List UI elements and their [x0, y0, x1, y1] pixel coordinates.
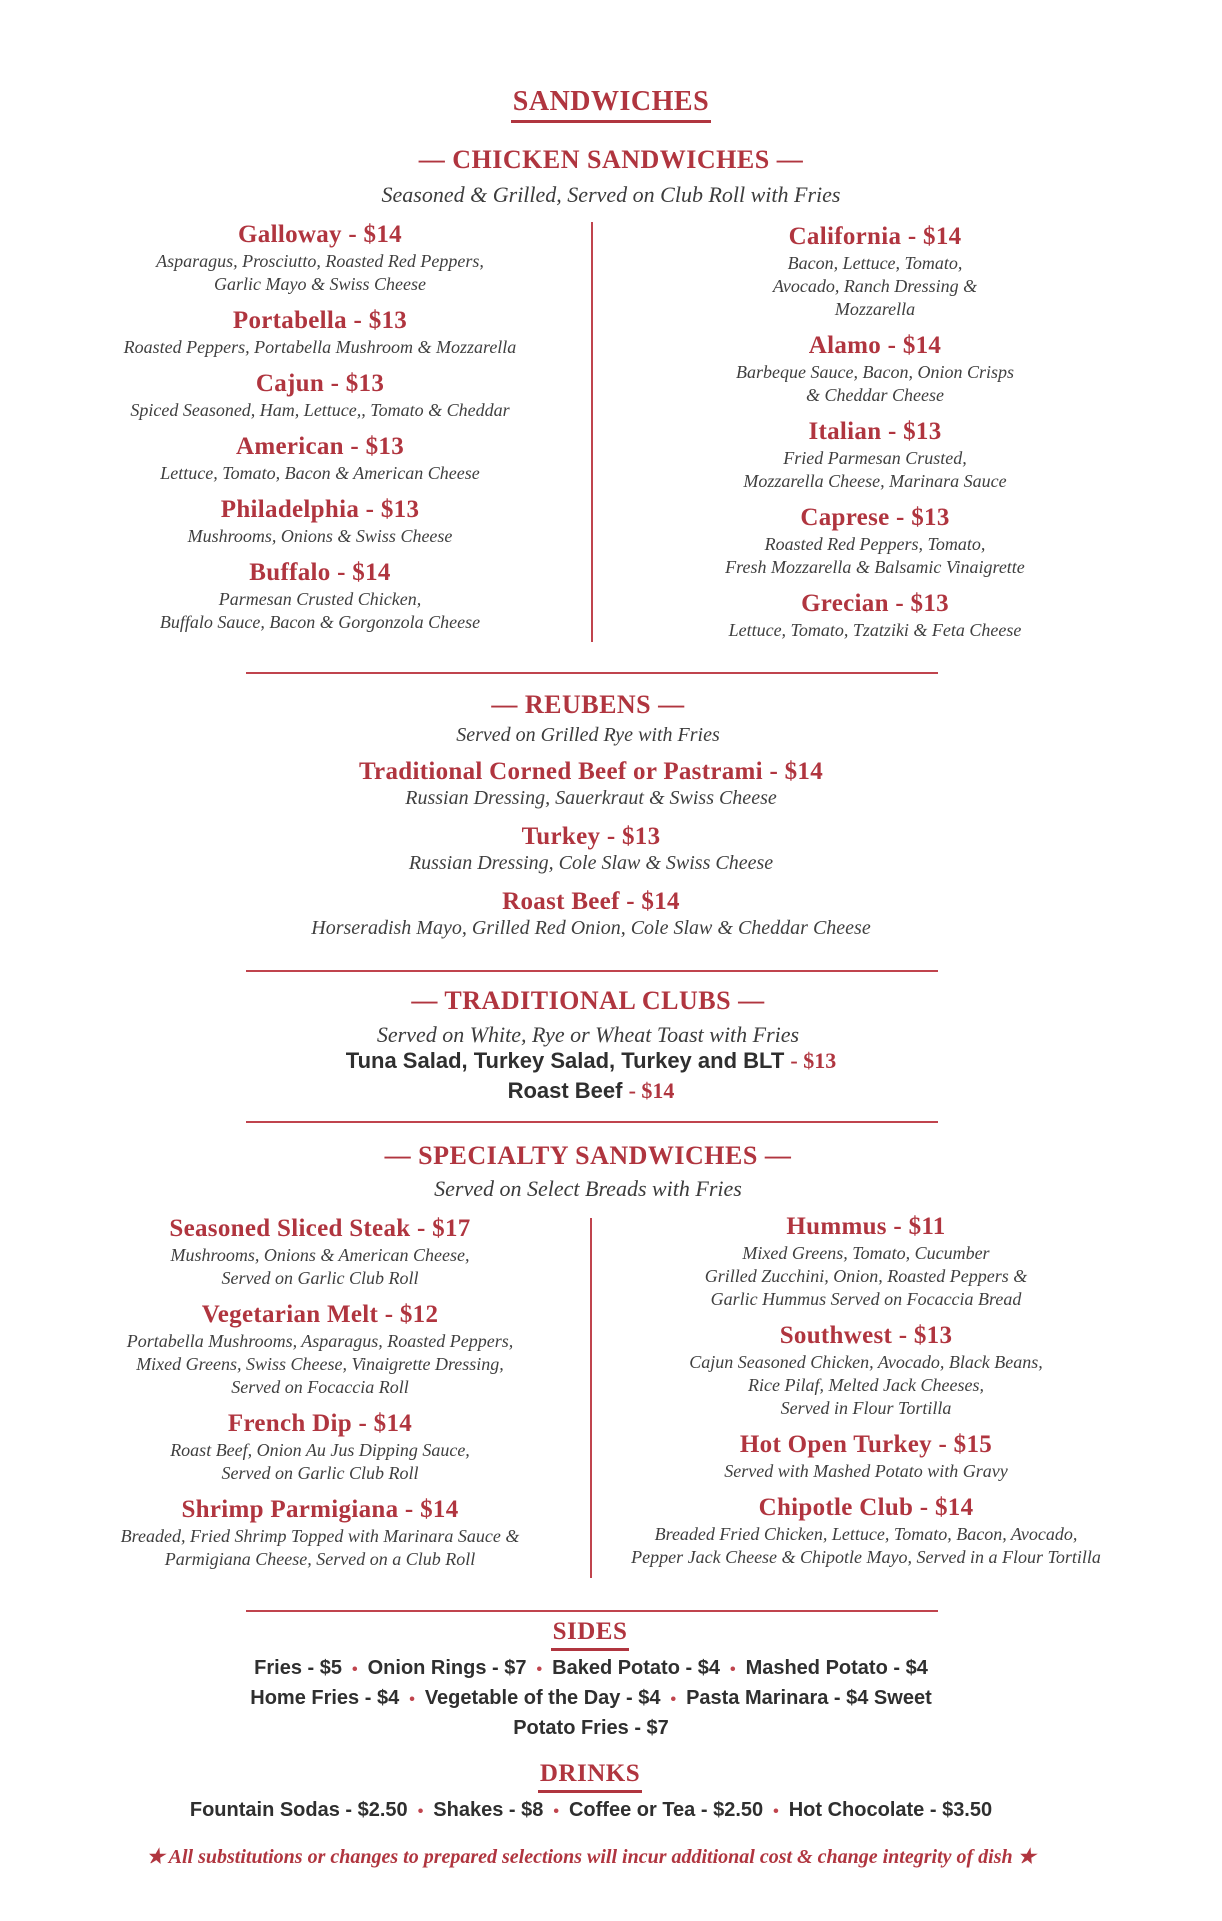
chicken-right-column — [630, 222, 1120, 652]
menu-item — [630, 503, 1120, 579]
menu-item-description: Served on Garlic Club Roll — [221, 1463, 419, 1483]
sides-line-2 — [0, 1684, 1182, 1714]
separator-dot-icon: • — [417, 1803, 424, 1820]
menu-item-description: Served with Mashed Potato with Gravy — [724, 1461, 1008, 1481]
separator-dot-icon: • — [670, 1691, 677, 1708]
menu-item-name: Hot Open Turkey - $15 — [739, 1431, 993, 1458]
chicken-divider — [591, 222, 593, 642]
chicken-left-column — [80, 220, 560, 644]
menu-item-description: Served on Focaccia Roll — [231, 1377, 409, 1397]
reubens-list — [0, 757, 1182, 952]
clubs-list — [0, 1046, 1182, 1106]
menu-item — [0, 887, 1182, 940]
chicken-heading: — CHICKEN SANDWICHES — — [418, 145, 804, 174]
sides-list — [0, 1654, 1182, 1742]
specialty-left-column — [82, 1214, 558, 1581]
separator-dot-icon: • — [773, 1803, 779, 1820]
reubens-subtitle: Served on Grilled Rye with Fries — [456, 724, 720, 746]
menu-item-description: Russian Dressing, Cole Slaw & Swiss Cheese — [408, 852, 774, 874]
menu-item — [82, 1214, 558, 1290]
reubens-heading: — REUBENS — — [491, 690, 685, 719]
menu-item — [0, 757, 1182, 810]
clubs-subtitle: Served on White, Rye or Wheat Toast with Fries — [376, 1022, 800, 1047]
menu-item-description: Russian Dressing, Sauerkraut & Swiss Cheese — [405, 787, 777, 809]
menu-item-description: Asparagus, Prosciutto, Roasted Red Peppers, — [156, 251, 484, 271]
menu-item-name: Chipotle Club - $14 — [758, 1494, 974, 1521]
menu-item-description: Portabella Mushrooms, Asparagus, Roasted Peppers, — [126, 1331, 514, 1351]
sides-heading: SIDES — [0, 1618, 1180, 1651]
menu-item — [80, 495, 560, 548]
menu-item-description: Parmesan Crusted Chicken, — [218, 589, 422, 609]
menu-item-description: Horseradish Mayo, Grilled Red Onion, Cole Slaw & Cheddar Cheese — [311, 917, 871, 939]
menu-item-name: Vegetarian Melt - $12 — [201, 1301, 439, 1328]
menu-item-name: French Dip - $14 — [227, 1410, 413, 1437]
menu-item-name: Southwest - $13 — [779, 1322, 953, 1349]
specialty-divider — [590, 1218, 592, 1578]
specialty-right-column — [612, 1212, 1120, 1579]
menu-item-description: Fresh Mozzarella & Balsamic Vinaigrette — [725, 557, 1025, 577]
menu-item — [612, 1493, 1120, 1569]
side-item: Fries - $5 — [254, 1657, 342, 1679]
menu-item — [82, 1300, 558, 1399]
specialty-heading: — SPECIALTY SANDWICHES — — [384, 1141, 792, 1170]
menu-item-name: Roast Beef - $14 — [502, 888, 680, 915]
side-item: Coffee or Tea - $2.50 — [568, 1799, 764, 1821]
menu-item-name: Turkey - $13 — [521, 823, 661, 850]
section-divider-1 — [246, 672, 938, 674]
menu-item — [612, 1321, 1120, 1420]
menu-item-description: Served in Flour Tortilla — [780, 1398, 952, 1418]
side-item: Mashed Potato - $4 — [745, 1657, 928, 1679]
side-item: Baked Potato - $4 — [552, 1657, 720, 1679]
menu-item-description: Mixed Greens, Tomato, Cucumber — [742, 1243, 990, 1263]
section-divider-3 — [246, 1121, 938, 1123]
menu-item — [612, 1430, 1120, 1483]
menu-item-description: Rice Pilaf, Melted Jack Cheeses, — [748, 1375, 984, 1395]
menu-item-description: Roasted Peppers, Portabella Mushroom & Mozzarella — [123, 337, 517, 357]
specialty-subtitle: Served on Select Breads with Fries — [434, 1176, 742, 1201]
clubs-heading: — TRADITIONAL CLUBS — — [411, 986, 765, 1015]
clubs-line-1: Tuna Salad, Turkey Salad, Turkey and BLT - $13 — [345, 1048, 837, 1073]
menu-item-description: Mushrooms, Onions & Swiss Cheese — [187, 526, 453, 546]
page-title: SANDWICHES — [0, 86, 1222, 123]
menu-item — [630, 331, 1120, 407]
menu-item — [80, 306, 560, 359]
menu-item-name: Galloway - $14 — [238, 221, 402, 248]
menu-item — [0, 822, 1182, 875]
menu-item-description: Barbeque Sauce, Bacon, Onion Crisps — [736, 362, 1014, 382]
menu-item-description: Buffalo Sauce, Bacon & Gorgonzola Cheese — [159, 612, 481, 632]
menu-item-description: Avocado, Ranch Dressing & — [772, 276, 978, 296]
menu-item-description: Mushrooms, Onions & American Cheese, — [170, 1245, 470, 1265]
menu-item-description: Fried Parmesan Crusted, — [783, 448, 967, 468]
drinks-heading: DRINKS — [0, 1760, 1180, 1793]
separator-dot-icon: • — [553, 1803, 559, 1820]
substitution-note: ★ All substitutions or changes to prepared selections will incur additional cost & change integrity of dish ★ — [146, 1846, 1036, 1868]
menu-item-description: Lettuce, Tomato, Tzatziki & Feta Cheese — [728, 620, 1022, 640]
menu-item-name: Alamo - $14 — [808, 332, 942, 359]
menu-item-name: American - $13 — [235, 433, 405, 460]
menu-item-name: Seasoned Sliced Steak - $17 — [169, 1215, 471, 1242]
menu-item-description: Pepper Jack Cheese & Chipotle Mayo, Served in a Flour Tortilla — [631, 1547, 1101, 1567]
menu-item — [82, 1495, 558, 1571]
menu-item-description: Breaded, Fried Shrimp Topped with Marinara Sauce & — [120, 1526, 520, 1546]
menu-item-description: Bacon, Lettuce, Tomato, — [787, 253, 963, 273]
menu-item-name: Philadelphia - $13 — [220, 496, 420, 523]
menu-item-name: Buffalo - $14 — [249, 559, 391, 586]
menu-item-name: Hummus - $11 — [786, 1213, 946, 1240]
menu-item-description: Mixed Greens, Swiss Cheese, Vinaigrette Dressing, — [136, 1354, 504, 1374]
menu-item-description: Mozzarella — [834, 299, 916, 319]
menu-item-description: Lettuce, Tomato, Bacon & American Cheese — [160, 463, 480, 483]
menu-item-description: Served on Garlic Club Roll — [221, 1268, 419, 1288]
menu-item-name: California - $14 — [788, 223, 962, 250]
side-item: Vegetable of the Day - $4 — [424, 1687, 661, 1709]
menu-item-name: Cajun - $13 — [255, 370, 385, 397]
menu-item-description: Breaded Fried Chicken, Lettuce, Tomato, Bacon, Avocado, — [654, 1524, 1078, 1544]
menu-item-description: Roast Beef, Onion Au Jus Dipping Sauce, — [170, 1440, 470, 1460]
menu-item-description: Garlic Mayo & Swiss Cheese — [214, 274, 426, 294]
side-item: Hot Chocolate - $3.50 — [788, 1799, 993, 1821]
menu-item-description: Garlic Hummus Served on Focaccia Bread — [710, 1289, 1022, 1309]
side-item: Onion Rings - $7 — [367, 1657, 527, 1679]
side-item: Shakes - $8 — [433, 1799, 544, 1821]
drinks-list — [0, 1796, 1182, 1826]
menu-item — [80, 558, 560, 634]
menu-item-description: & Cheddar Cheese — [806, 385, 944, 405]
section-divider-2 — [246, 970, 938, 972]
menu-item-description: Parmigiana Cheese, Served on a Club Roll — [164, 1549, 476, 1569]
menu-item-description: Mozzarella Cheese, Marinara Sauce — [743, 471, 1007, 491]
side-item: Home Fries - $4 — [250, 1687, 400, 1709]
chicken-subtitle: Seasoned & Grilled, Served on Club Roll with Fries — [381, 182, 841, 207]
menu-item — [630, 589, 1120, 642]
menu-item-name: Shrimp Parmigiana - $14 — [181, 1496, 459, 1523]
menu-item-description: Cajun Seasoned Chicken, Avocado, Black Beans, — [689, 1352, 1043, 1372]
menu-item — [80, 220, 560, 296]
separator-dot-icon: • — [352, 1661, 358, 1678]
section-divider-4 — [246, 1610, 938, 1612]
menu-item — [612, 1212, 1120, 1311]
menu-item — [82, 1409, 558, 1485]
menu-item-name: Traditional Corned Beef or Pastrami - $14 — [358, 758, 824, 785]
side-item: Pasta Marinara - $4 Sweet — [686, 1687, 932, 1709]
separator-dot-icon: • — [729, 1661, 736, 1678]
menu-item — [80, 432, 560, 485]
sides-line-1 — [0, 1654, 1182, 1684]
menu-item — [630, 222, 1120, 321]
menu-item-name: Caprese - $13 — [800, 504, 950, 531]
sides-line-3: Potato Fries - $7 — [513, 1717, 669, 1739]
menu-item — [630, 417, 1120, 493]
clubs-line-2: Roast Beef - $14 — [507, 1078, 675, 1103]
menu-item-name: Italian - $13 — [808, 418, 942, 445]
menu-item-name: Grecian - $13 — [801, 590, 949, 617]
separator-dot-icon: • — [409, 1691, 415, 1708]
menu-item-description: Roasted Red Peppers, Tomato, — [764, 534, 986, 554]
menu-item-description: Spiced Seasoned, Ham, Lettuce,, Tomato & Cheddar — [130, 400, 510, 420]
menu-item-name: Portabella - $13 — [232, 307, 408, 334]
separator-dot-icon: • — [536, 1661, 543, 1678]
menu-item-description: Grilled Zucchini, Onion, Roasted Peppers & — [704, 1266, 1028, 1286]
side-item: Fountain Sodas - $2.50 — [189, 1799, 408, 1821]
menu-item — [80, 369, 560, 422]
